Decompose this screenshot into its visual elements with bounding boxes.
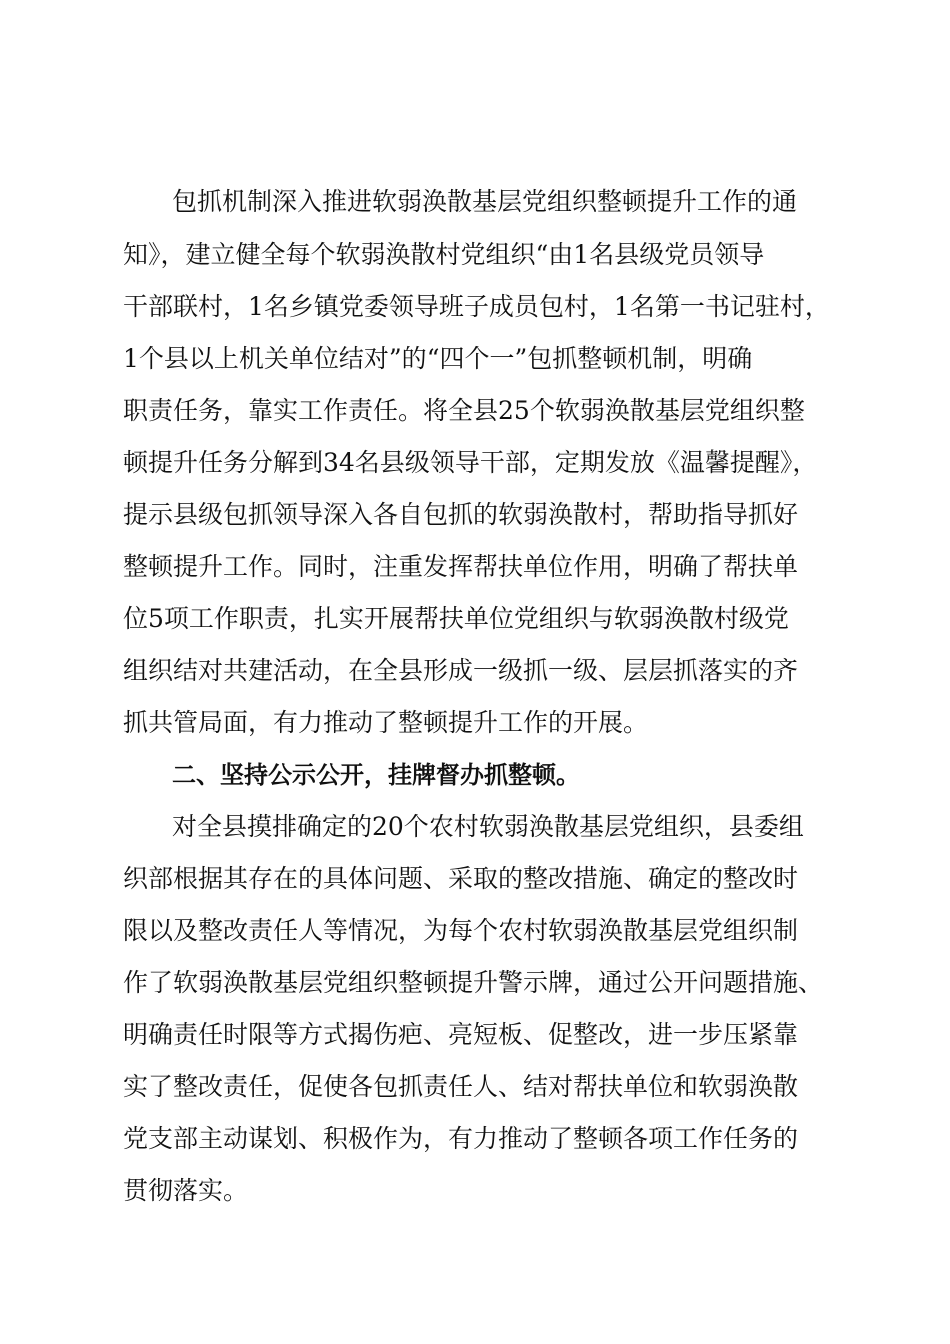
paragraph-line: 明确责任时限等方式揭伤疤、亮短板、促整改，进一步压紧靠 — [123, 1020, 799, 1049]
paragraph-line: 整顿提升工作。同时，注重发挥帮扶单位作用，明确了帮扶单 — [123, 552, 799, 581]
paragraph-line: 党支部主动谋划、积极作为，有力推动了整顿各项工作任务的 — [123, 1124, 799, 1153]
paragraph-line: 对全县摸排确定的20个农村软弱涣散基层党组织，县委组 — [172, 812, 804, 841]
paragraph-line: 实了整改责任，促使各包抓责任人、结对帮扶单位和软弱涣散 — [123, 1072, 799, 1101]
paragraph-line: 限以及整改责任人等情况，为每个农村软弱涣散基层党组织制 — [123, 916, 799, 945]
paragraph-line: 提示县级包抓领导深入各自包抓的软弱涣散村，帮助指导抓好 — [123, 500, 799, 529]
paragraph-line: 包抓机制深入推进软弱涣散基层党组织整顿提升工作的通 — [172, 187, 798, 216]
paragraph-line: 知》，建立健全每个软弱涣散村党组织“由1名县级党员领导 — [123, 240, 765, 269]
paragraph-line: 作了软弱涣散基层党组织整顿提升警示牌，通过公开问题措施、 — [123, 968, 824, 997]
paragraph-line: 抓共管局面，有力推动了整顿提升工作的开展。 — [123, 708, 649, 737]
section-heading: 二、坚持公示公开，挂牌督办抓整顿。 — [172, 761, 580, 789]
paragraph-line: 职责任务，靠实工作责任。将全县25个软弱涣散基层党组织整 — [123, 396, 805, 425]
paragraph-line: 1个县以上机关单位结对”的“四个一”包抓整顿机制，明确 — [123, 344, 753, 373]
paragraph-line: 织部根据其存在的具体问题、采取的整改措施、确定的整改时 — [123, 864, 799, 893]
paragraph-line: 位5项工作职责，扎实开展帮扶单位党组织与软弱涣散村级党 — [123, 604, 789, 633]
paragraph-line: 干部联村，1名乡镇党委领导班子成员包村，1名第一书记驻村， — [123, 292, 830, 321]
paragraph-line: 贯彻落实。 — [123, 1176, 249, 1205]
paragraph-line: 顿提升任务分解到34名县级领导干部，定期发放《温馨提醒》， — [123, 448, 818, 477]
paragraph-line: 组织结对共建活动，在全县形成一级抓一级、层层抓落实的齐 — [123, 656, 799, 685]
